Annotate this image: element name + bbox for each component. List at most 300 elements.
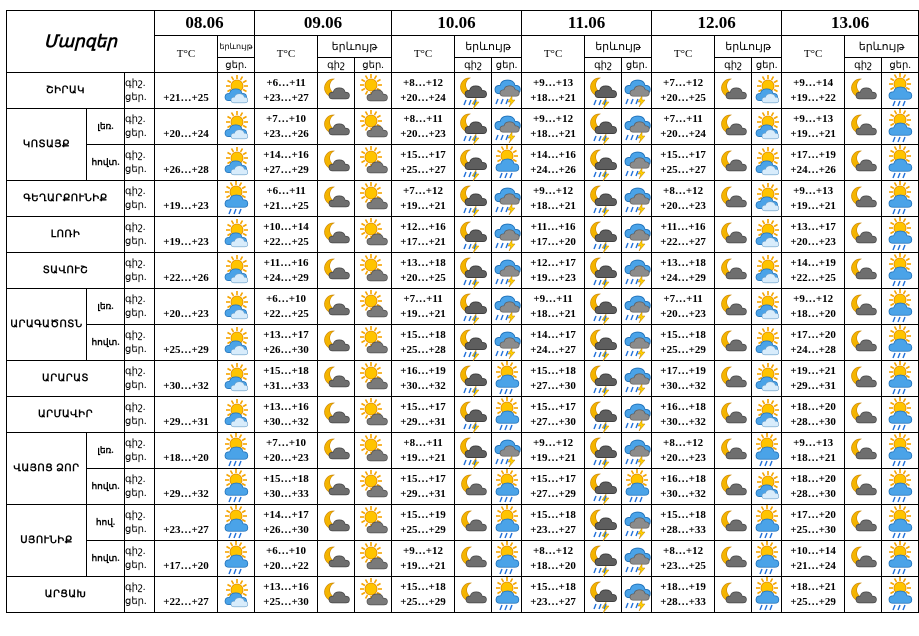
temp-night: +15…+18	[530, 580, 576, 593]
temp-night: +9…+12	[403, 544, 444, 557]
region-row	[7, 325, 919, 361]
temp-cell	[652, 361, 715, 397]
thunder-rain-icon	[492, 181, 522, 217]
temp-day: +29…+31	[163, 415, 209, 428]
temp-cell	[155, 109, 218, 145]
temp-day: +20…+23	[660, 199, 706, 212]
temp-cell	[652, 217, 715, 253]
subregion-label: հովտ.	[87, 325, 125, 361]
sun-rain-icon	[882, 469, 919, 505]
moon-thunder-icon	[585, 145, 622, 181]
temp-day: +19…+21	[530, 451, 576, 464]
night-label: գիշ	[845, 58, 882, 73]
temp-night: +10…+14	[263, 220, 309, 233]
temp-cell	[392, 73, 455, 109]
temp-cell	[522, 325, 585, 361]
phen-header: երևույթ	[218, 36, 255, 58]
date-header: 12.06	[652, 11, 782, 36]
temp-cell	[522, 73, 585, 109]
temp-night: +8…+12	[533, 544, 574, 557]
moon-thunder-icon	[455, 433, 492, 469]
temp-cell	[392, 217, 455, 253]
temp-day: +17…+20	[163, 559, 209, 572]
temp-day: +19…+21	[400, 307, 446, 320]
temp-night: +17…+20	[790, 328, 836, 341]
temp-day: +18…+20	[790, 307, 836, 320]
sun-cloud-icon	[355, 145, 392, 181]
moon-cloud-icon	[318, 325, 355, 361]
temp-cell	[155, 541, 218, 577]
sun-rain-icon	[492, 361, 522, 397]
region-name: ԼՈՌԻ	[7, 217, 125, 253]
region-name: ԱՐՑԱԽ	[7, 577, 125, 613]
sun-clouds-icon	[218, 325, 255, 361]
temp-cell	[255, 109, 318, 145]
temp-cell	[392, 109, 455, 145]
sun-rain-icon	[492, 541, 522, 577]
temp-night: +7…+11	[663, 112, 703, 125]
time-labels	[125, 505, 155, 541]
temp-cell	[782, 361, 845, 397]
day-row-label: ցեր.	[125, 235, 147, 247]
moon-cloud-icon	[845, 325, 882, 361]
sun-clouds-icon	[218, 109, 255, 145]
temp-night: +15…+19	[400, 508, 446, 521]
temp-day: +19…+21	[400, 559, 446, 572]
moon-thunder-icon	[455, 325, 492, 361]
sun-rain-icon	[218, 541, 255, 577]
temp-day: +28…+30	[790, 487, 836, 500]
regions-header: Մարզեր	[7, 11, 155, 73]
moon-thunder-icon	[585, 469, 622, 505]
moon-cloud-icon	[318, 505, 355, 541]
temp-cell	[782, 253, 845, 289]
temp-day: +17…+20	[530, 235, 576, 248]
temp-day: +25…+27	[660, 163, 706, 176]
day-label: ցեր.	[882, 58, 919, 73]
temp-cell	[155, 325, 218, 361]
temp-night: +7…+12	[663, 76, 704, 89]
temp-cell	[522, 217, 585, 253]
date-header: 09.06	[255, 11, 392, 36]
temp-cell	[392, 325, 455, 361]
region-name: ԱՐՄԱՎԻՐ	[7, 397, 125, 433]
sun-cloud-icon	[355, 541, 392, 577]
temp-night: +9…+12	[533, 436, 574, 449]
temp-cell	[155, 289, 218, 325]
day-label: ցեր.	[752, 58, 782, 73]
moon-cloud-icon	[845, 361, 882, 397]
sun-rain-icon	[622, 469, 652, 505]
temp-day: +30…+32	[163, 379, 209, 392]
temp-cell	[255, 541, 318, 577]
temp-night: +8…+12	[663, 436, 704, 449]
sun-clouds-icon	[752, 469, 782, 505]
moon-cloud-icon	[715, 217, 752, 253]
temp-day: +20…+23	[660, 307, 706, 320]
temp-cell	[255, 361, 318, 397]
temp-night: +9…+12	[533, 112, 574, 125]
temp-day: +21…+24	[790, 559, 836, 572]
temp-night: +15…+17	[400, 148, 446, 161]
moon-thunder-icon	[585, 541, 622, 577]
moon-thunder-icon	[455, 109, 492, 145]
temp-night: +15…+18	[263, 364, 309, 377]
moon-thunder-icon	[455, 361, 492, 397]
temp-cell	[782, 397, 845, 433]
temp-day: +27…+30	[530, 379, 576, 392]
sun-rain-icon	[882, 433, 919, 469]
temp-cell	[392, 361, 455, 397]
moon-cloud-icon	[845, 73, 882, 109]
temp-night: +9…+13	[533, 76, 574, 89]
temp-day: +30…+32	[660, 487, 706, 500]
sun-rain-icon	[882, 217, 919, 253]
night-row-label: գիշ.	[125, 473, 146, 485]
region-name: ԱՐԱԳԱԾՈՏՆ	[7, 289, 87, 361]
thunder-rain-icon	[622, 217, 652, 253]
sun-clouds-icon	[752, 397, 782, 433]
moon-thunder-icon	[455, 289, 492, 325]
temp-day: +20…+22	[263, 559, 309, 572]
thunder-rain-icon	[492, 73, 522, 109]
moon-thunder-icon	[455, 145, 492, 181]
temp-day: +25…+29	[163, 343, 209, 356]
temp-night: +13…+16	[263, 580, 309, 593]
temp-cell	[522, 433, 585, 469]
phen-header: երևույթ	[715, 36, 782, 58]
temp-night: +14…+16	[263, 148, 309, 161]
temp-cell	[392, 433, 455, 469]
sun-rain-icon	[882, 361, 919, 397]
sun-rain-icon	[882, 253, 919, 289]
time-labels	[125, 253, 155, 289]
temp-day: +30…+32	[660, 379, 706, 392]
temp-day: +26…+30	[263, 343, 309, 356]
time-labels	[125, 469, 155, 505]
day-row-label: ցեր.	[125, 199, 147, 211]
day-row-label: ցեր.	[125, 379, 147, 391]
sun-cloud-icon	[355, 361, 392, 397]
temp-night: +17…+19	[660, 364, 706, 377]
sun-cloud-icon	[355, 325, 392, 361]
temp-day: +26…+30	[263, 523, 309, 536]
temp-cell	[155, 433, 218, 469]
temp-night: +8…+12	[663, 184, 704, 197]
moon-thunder-icon	[585, 397, 622, 433]
temp-night: +6…+11	[266, 184, 306, 197]
temp-day: +25…+28	[400, 343, 446, 356]
date-header: 08.06	[155, 11, 255, 36]
night-label: գիշ	[585, 58, 622, 73]
region-name: ՇԻՐԱԿ	[7, 73, 125, 109]
sun-clouds-icon	[752, 289, 782, 325]
temp-cell	[392, 181, 455, 217]
temp-day: +25…+27	[400, 163, 446, 176]
temp-cell	[522, 469, 585, 505]
sun-rain-icon	[882, 145, 919, 181]
subregion-label: հովտ.	[87, 541, 125, 577]
sun-rain-icon	[882, 325, 919, 361]
moon-cloud-icon	[715, 181, 752, 217]
sun-cloud-icon	[355, 109, 392, 145]
temp-cell	[255, 397, 318, 433]
temp-cell	[782, 289, 845, 325]
region-row	[7, 145, 919, 181]
thunder-rain-icon	[492, 109, 522, 145]
temp-cell	[652, 73, 715, 109]
temp-cell	[255, 181, 318, 217]
sun-rain-icon	[882, 73, 919, 109]
temp-day: +28…+33	[660, 595, 706, 608]
moon-cloud-icon	[318, 109, 355, 145]
temp-day: +31…+33	[263, 379, 309, 392]
temp-day: +19…+21	[400, 199, 446, 212]
moon-thunder-icon	[585, 217, 622, 253]
sun-rain-icon	[882, 397, 919, 433]
day-label: ցեր.	[622, 58, 652, 73]
region-name: ԳԵՂԱՐՔՈՒՆԻՔ	[7, 181, 125, 217]
temp-night: +6…+11	[266, 76, 306, 89]
temp-day: +22…+27	[163, 595, 209, 608]
sun-cloud-icon	[355, 433, 392, 469]
sun-cloud-icon	[355, 217, 392, 253]
temp-night: +9…+13	[793, 436, 834, 449]
moon-cloud-icon	[318, 577, 355, 613]
phen-header: երևույթ	[845, 36, 919, 58]
region-row	[7, 433, 919, 469]
moon-thunder-icon	[585, 289, 622, 325]
temp-night: +18…+20	[790, 472, 836, 485]
sun-cloud-icon	[355, 469, 392, 505]
temp-day: +23…+25	[660, 559, 706, 572]
moon-thunder-icon	[455, 73, 492, 109]
moon-cloud-icon	[715, 145, 752, 181]
temp-night: +17…+20	[790, 508, 836, 521]
temp-cell	[155, 253, 218, 289]
subregion-label: լեռ.	[87, 433, 125, 469]
temp-cell	[255, 253, 318, 289]
temp-day: +20…+25	[660, 91, 706, 104]
temp-cell	[155, 217, 218, 253]
moon-cloud-icon	[318, 73, 355, 109]
temp-cell	[652, 289, 715, 325]
moon-cloud-icon	[318, 181, 355, 217]
temp-day: +18…+21	[530, 307, 576, 320]
sun-rain-icon	[218, 505, 255, 541]
temp-day: +20…+25	[400, 271, 446, 284]
temp-cell	[255, 73, 318, 109]
thunder-rain-icon	[622, 73, 652, 109]
temp-cell	[155, 577, 218, 613]
temp-night: +9…+14	[793, 76, 834, 89]
sun-rain-icon	[218, 433, 255, 469]
temp-night: +7…+11	[663, 292, 703, 305]
temp-day: +20…+24	[400, 91, 446, 104]
sun-cloud-icon	[355, 181, 392, 217]
moon-cloud-icon	[845, 109, 882, 145]
subregion-label: հով.	[87, 505, 125, 541]
temp-header: T°C	[652, 36, 715, 73]
temp-header: T°C	[155, 36, 218, 73]
region-row	[7, 361, 919, 397]
temp-day: +29…+31	[400, 487, 446, 500]
temp-day: +23…+26	[263, 127, 309, 140]
moon-thunder-icon	[585, 505, 622, 541]
thunder-rain-icon	[492, 433, 522, 469]
temp-cell	[782, 433, 845, 469]
temp-night: +18…+20	[790, 400, 836, 413]
sun-clouds-icon	[752, 217, 782, 253]
night-row-label: գիշ.	[125, 185, 146, 197]
moon-cloud-icon	[715, 541, 752, 577]
temp-cell	[392, 541, 455, 577]
sun-clouds-icon	[752, 109, 782, 145]
sun-cloud-icon	[355, 289, 392, 325]
temp-day: +23…+27	[163, 523, 209, 536]
temp-day: +24…+27	[530, 343, 576, 356]
temp-day: +20…+23	[790, 235, 836, 248]
temp-cell	[155, 397, 218, 433]
day-row-label: ցեր.	[125, 127, 147, 139]
time-labels	[125, 289, 155, 325]
moon-thunder-icon	[585, 181, 622, 217]
temp-night: +13…+18	[660, 256, 706, 269]
temp-header: T°C	[392, 36, 455, 73]
day-row-label: ցեր.	[125, 595, 147, 607]
moon-cloud-icon	[845, 397, 882, 433]
temp-night: +16…+19	[400, 364, 446, 377]
night-row-label: գիշ.	[125, 365, 146, 377]
temp-cell	[255, 289, 318, 325]
sun-rain-icon	[882, 289, 919, 325]
moon-thunder-icon	[585, 73, 622, 109]
moon-cloud-icon	[715, 397, 752, 433]
moon-thunder-icon	[455, 217, 492, 253]
temp-day: +24…+28	[790, 343, 836, 356]
moon-cloud-icon	[845, 505, 882, 541]
temp-day: +30…+32	[400, 379, 446, 392]
temp-night: +16…+18	[660, 400, 706, 413]
region-row	[7, 541, 919, 577]
temp-day: +24…+26	[530, 163, 576, 176]
moon-cloud-icon	[715, 289, 752, 325]
temp-day: +18…+20	[530, 559, 576, 572]
sun-rain-icon	[752, 541, 782, 577]
temp-day: +20…+24	[660, 127, 706, 140]
temp-day: +22…+26	[163, 271, 209, 284]
temp-day: +23…+27	[530, 595, 576, 608]
sun-clouds-icon	[218, 397, 255, 433]
sun-rain-icon	[492, 577, 522, 613]
day-row-label: ցեր.	[125, 451, 147, 463]
sun-rain-icon	[492, 469, 522, 505]
day-row-label: ցեր.	[125, 415, 147, 427]
temp-day: +18…+20	[163, 451, 209, 464]
temp-cell	[782, 109, 845, 145]
temp-cell	[652, 577, 715, 613]
time-labels	[125, 577, 155, 613]
temp-cell	[155, 73, 218, 109]
temp-cell	[522, 289, 585, 325]
time-labels	[125, 541, 155, 577]
phen-header: երևույթ	[585, 36, 652, 58]
moon-cloud-icon	[845, 541, 882, 577]
temp-cell	[255, 505, 318, 541]
sun-rain-icon	[218, 469, 255, 505]
temp-night: +15…+18	[530, 508, 576, 521]
moon-cloud-icon	[318, 253, 355, 289]
moon-cloud-icon	[318, 217, 355, 253]
date-header: 10.06	[392, 11, 522, 36]
temp-night: +13…+18	[400, 256, 446, 269]
temp-day: +29…+31	[400, 415, 446, 428]
temp-cell	[522, 145, 585, 181]
temp-cell	[652, 325, 715, 361]
sun-rain-icon	[882, 541, 919, 577]
moon-thunder-icon	[585, 361, 622, 397]
temp-cell	[392, 397, 455, 433]
temp-cell	[782, 217, 845, 253]
temp-cell	[522, 577, 585, 613]
temp-night: +13…+17	[263, 328, 309, 341]
temp-day: +18…+21	[530, 127, 576, 140]
temp-day: +25…+30	[790, 523, 836, 536]
temp-day: +23…+27	[263, 91, 309, 104]
time-labels	[125, 217, 155, 253]
moon-cloud-icon	[318, 361, 355, 397]
temp-night: +11…+16	[263, 256, 309, 269]
sun-clouds-icon	[218, 361, 255, 397]
temp-cell	[522, 361, 585, 397]
day-row-label: ցեր.	[125, 163, 147, 175]
moon-cloud-icon	[845, 289, 882, 325]
temp-night: +15…+17	[660, 148, 706, 161]
temp-day: +19…+23	[163, 235, 209, 248]
night-row-label: գիշ.	[125, 221, 146, 233]
night-row-label: գիշ.	[125, 329, 146, 341]
sun-clouds-icon	[218, 577, 255, 613]
temp-day: +19…+21	[790, 127, 836, 140]
night-label: գիշ	[318, 58, 355, 73]
temp-cell	[255, 469, 318, 505]
temp-cell	[155, 361, 218, 397]
subregion-label: լեռ.	[87, 289, 125, 325]
region-row	[7, 289, 919, 325]
region-name: ԿՈՏԱՅՔ	[7, 109, 87, 181]
region-row	[7, 505, 919, 541]
forecast-table	[6, 10, 919, 613]
temp-day: +30…+32	[263, 415, 309, 428]
sun-rain-icon	[752, 577, 782, 613]
temp-day: +25…+29	[790, 595, 836, 608]
temp-day: +22…+25	[790, 271, 836, 284]
time-labels	[125, 433, 155, 469]
moon-thunder-icon	[585, 253, 622, 289]
temp-night: +15…+18	[660, 508, 706, 521]
temp-header: T°C	[255, 36, 318, 73]
temp-cell	[782, 73, 845, 109]
temp-day: +26…+28	[163, 163, 209, 176]
temp-night: +7…+10	[266, 436, 307, 449]
day-label: ցեր.	[218, 58, 255, 73]
moon-thunder-icon	[585, 109, 622, 145]
temp-day: +29…+31	[790, 379, 836, 392]
night-row-label: գիշ.	[125, 581, 146, 593]
subregion-label: հովտ.	[87, 145, 125, 181]
moon-cloud-icon	[845, 145, 882, 181]
moon-cloud-icon	[845, 469, 882, 505]
